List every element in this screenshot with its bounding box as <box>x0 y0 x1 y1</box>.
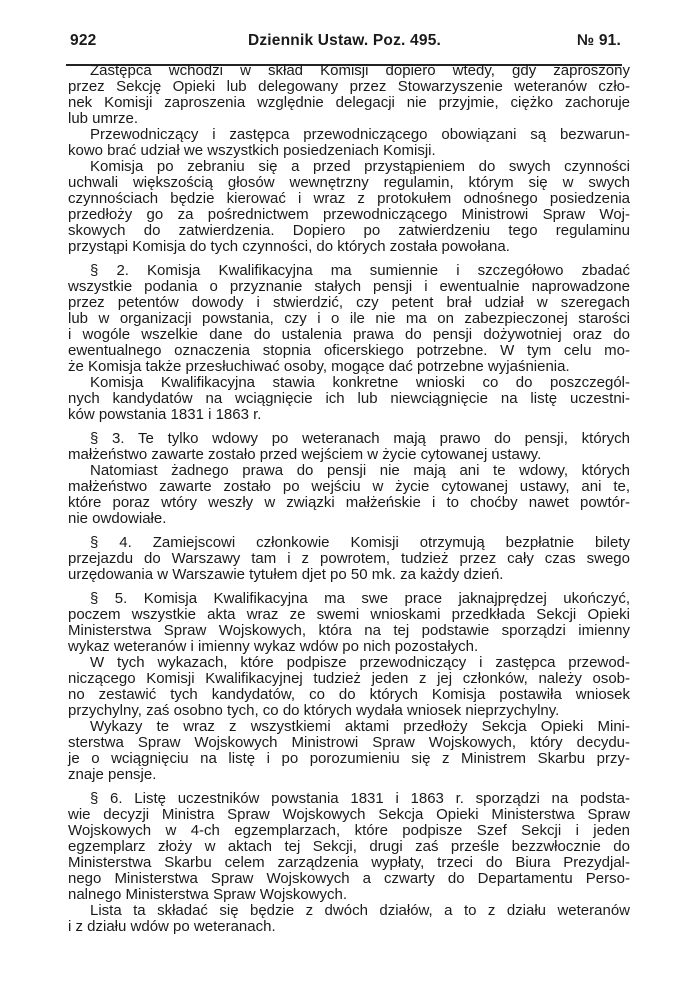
section <box>68 591 630 783</box>
text-line: poczem wszystkie akta wraz ze swemi wnioskami przedkłada Sekcji Opieki <box>68 606 630 623</box>
paragraph <box>68 535 630 583</box>
paragraph <box>68 655 630 719</box>
page-number: 922 <box>70 32 97 49</box>
text-line: ewentualnego oznaczenia stopnia oficerskiego potrzebne. W tym celu mo- <box>68 342 630 359</box>
text-line: nego Ministerstwa Spraw Wojskowych a czwarty do Departamentu Perso- <box>68 870 630 887</box>
text-line: i z działu wdów po weteranach. <box>68 918 276 935</box>
section <box>68 791 630 935</box>
text-line: wykaz weteranów i imienny wykaz wdów po nich pozostałych. <box>68 638 479 655</box>
text-line: znaje pensje. <box>68 766 157 783</box>
text-line: przejazdu do Warszawy tam i z powrotem, tudzież przez cały czas swego <box>68 550 630 567</box>
text-line: kowo brać udział we wszystkich posiedzeniach Komisji. <box>68 142 436 159</box>
section <box>68 535 630 583</box>
text-line: § 3. Te tylko wdowy po weteranach mają prawo do pensji, których <box>90 430 630 447</box>
text-line: Lista ta składać się będzie z dwóch działów, a to z działu weteranów <box>90 902 630 919</box>
text-line: przez Sekcję Opieki lub delegowany przez Stowarzyszenie weteranów czło- <box>68 78 630 95</box>
text-line: Ministerstwa Skarbu celem zarządzenia wypłaty, trzeci do Biura Prezydjal- <box>68 854 630 871</box>
text-line: wszystkie podania o przyznanie stałych pensji i ewentualnie naprowadzone <box>68 278 630 295</box>
paragraph <box>68 719 630 783</box>
text-line: lub umrze. <box>68 110 139 127</box>
text-line: skowych do zatwierdzenia. Dopiero po zatwierdzeniu tego regulaminu <box>68 222 630 239</box>
text-line: które poraz wtóry weszły w związki małżeńskie i to choćby nawet powtór- <box>68 494 630 511</box>
text-line: Przewodniczący i zastępca przewodniczącego obowiązani są bezwarun- <box>90 126 630 143</box>
text-line: § 6. Listę uczestników powstania 1831 i 1863 r. sporządzi na podsta- <box>90 790 630 807</box>
text-line: przedłoży go za pośrednictwem przewodniczącego Ministrowi Spraw Woj- <box>68 206 630 223</box>
running-title: Dziennik Ustaw. Poz. 495. <box>247 32 442 49</box>
text-line: wie decyzji Ministra Spraw Wojskowych Sekcja Opieki Ministerstwa Spraw <box>68 806 630 823</box>
text-line: sterstwa Spraw Wojskowych Ministrowi Spraw Wojskowych, który decydu- <box>68 734 630 751</box>
section <box>68 63 630 255</box>
text-line: nie owdowiałe. <box>68 510 167 527</box>
text-line: urzędowania w Warszawie tytułem djet po 50 mk. za każdy dzień. <box>68 566 504 583</box>
text-line: przystąpi Komisja do tych czynności, do których została powołana. <box>68 238 510 255</box>
text-line: małżeństwo zawarte zostało przed wejściem w życie cytowanej ustawy. <box>68 446 542 463</box>
text-line: Komisja po zebraniu się a przed przystąpieniem do swych czynności <box>90 158 630 175</box>
text-line: W tych wykazach, które podpisze przewodniczący i zastępca przewod- <box>90 654 630 671</box>
text-line: nych kandydatów na wciągnięcie ich lub niewciągnięcie na listę uczestni- <box>68 390 630 407</box>
paragraph <box>68 791 630 903</box>
text-line: małżeństwo zawarte zostało po wejściu w życie cytowanej ustawy, ani te, <box>68 478 630 495</box>
text-line: Wojskowych w 4-ch egzemplarzach, które podpisze Szef Sekcji i jeden <box>68 822 630 839</box>
paragraph <box>68 63 630 127</box>
text-line: no zestawić tych kandydatów, co do których Komisja postawiła wniosek <box>68 686 630 703</box>
text-line: nek Komisji zaproszenia względnie delegacji nie przyjmie, ciężko zachoruje <box>68 94 630 111</box>
text-line: § 4. Zamiejscowi członkowie Komisji otrzymują bezpłatnie bilety <box>90 534 630 551</box>
issue-number: № 91. <box>576 32 621 49</box>
section <box>68 263 630 423</box>
paragraph <box>68 127 630 159</box>
text-line: ków powstania 1831 i 1863 r. <box>68 406 262 423</box>
text-line: że Komisja także przesłuchiwać osoby, mogące dać potrzebne wyjaśnienia. <box>68 358 570 375</box>
text-line: lub w organizacji powstania, czy i o ile nie ma on zabezpieczonej starości <box>68 310 630 327</box>
text-line: Zastępca wchodzi w skład Komisji dopiero wtedy, gdy zaproszony <box>90 62 630 79</box>
text-line: egzemplarz złoży w aktach tej Sekcji, drugi zaś prześle bezzwłocznie do <box>68 838 630 855</box>
document-body <box>68 63 630 935</box>
text-line: Ministerstwa Spraw Wojskowych, która na tej podstawie sporządzi imienny <box>68 622 630 639</box>
text-line: uchwali większością głosów wewnętrzny regulamin, którym się w swych <box>68 174 630 191</box>
section <box>68 431 630 527</box>
text-line: przychylny, zaś osobno tych, co do których wydała wniosek nieprzychylny. <box>68 702 560 719</box>
paragraph <box>68 463 630 527</box>
text-line: i wogóle wszelkie dane do ustalenia prawa do pensji dożywotniej oraz do <box>68 326 630 343</box>
text-line: niczącego Komisji Kwalifikacyjnej tudzież jeden z jej członków, należy osob- <box>68 670 630 687</box>
paragraph <box>68 431 630 463</box>
paragraph <box>68 159 630 255</box>
text-line: przez petentów dowody i stwierdzić, czy petent brał udział w szeregach <box>68 294 630 311</box>
text-line: nalnego Ministerstwa Spraw Wojskowych. <box>68 886 348 903</box>
text-line: czynnościach będzie kierować i wraz z protokułem odnośnego posiedzenia <box>68 190 630 207</box>
text-line: § 5. Komisja Kwalifikacyjna ma swe prace jaknajprędzej ukończyć, <box>90 590 630 607</box>
paragraph <box>68 591 630 655</box>
text-line: Komisja Kwalifikacyjna stawia konkretne wnioski co do poszczegól- <box>90 374 630 391</box>
text-line: Wykazy te wraz z wszystkiemi aktami przedłoży Sekcja Opieki Mini- <box>90 718 630 735</box>
paragraph <box>68 903 630 935</box>
paragraph <box>68 263 630 375</box>
paragraph <box>68 375 630 423</box>
text-line: § 2. Komisja Kwalifikacyjna ma sumiennie i szczegółowo zbadać <box>90 262 630 279</box>
text-line: Natomiast żadnego prawa do pensji nie mają ani te wdowy, których <box>90 462 630 479</box>
text-line: je o wciągnięciu na listę i po porozumieniu się z Ministrem Skarbu przy- <box>68 750 630 767</box>
